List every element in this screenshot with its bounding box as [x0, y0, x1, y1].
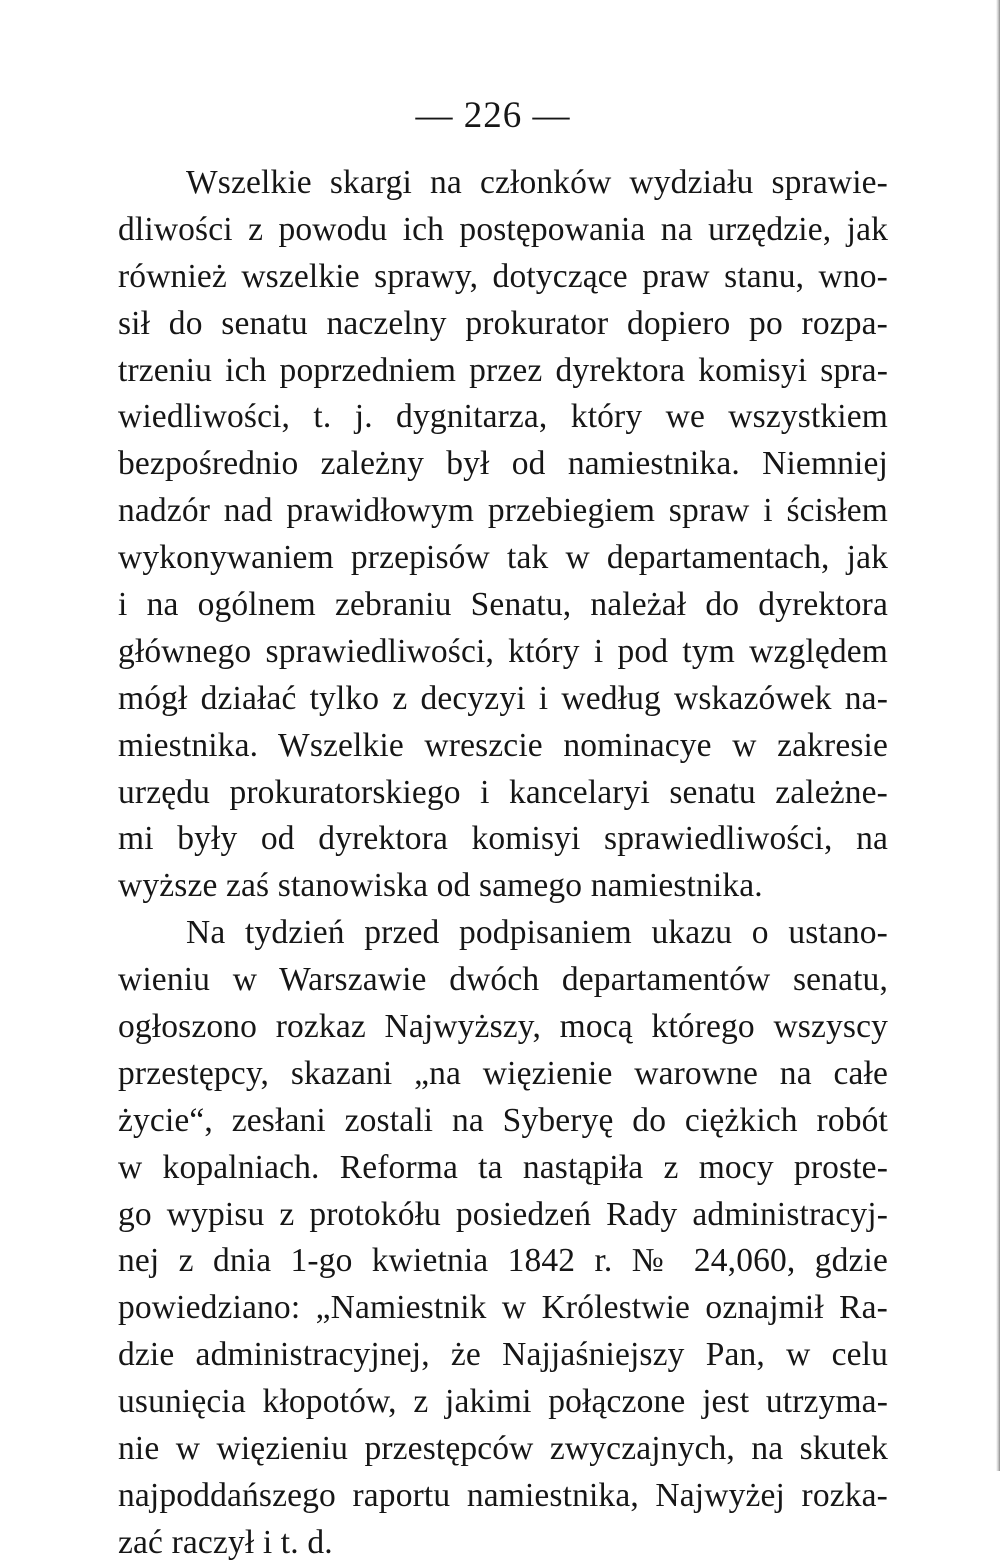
- text-line: głównego sprawiedliwości, który i pod tym względem: [118, 632, 888, 670]
- text-line: również wszelkie sprawy, dotyczące praw stanu, wno-: [118, 257, 888, 295]
- text-line: wieniu w Warszawie dwóch departamentów senatu,: [118, 961, 888, 999]
- text-line: mógł działać tylko z decyzyi i według wskazówek na-: [118, 679, 888, 717]
- text-line: najpoddańszego raportu namiestnika, Najwyżej rozka-: [118, 1476, 888, 1514]
- text-line: i na ogólnem zebraniu Senatu, należał do dyrektora: [118, 586, 888, 624]
- text-line: w kopalniach. Reforma ta nastąpiła z mocy proste-: [118, 1148, 888, 1186]
- text-line: przestępcy, skazani „na więzienie warowne na całe: [118, 1054, 888, 1092]
- text-line: dzie administracyjnej, że Najjaśniejszy Pan, w celu: [118, 1336, 888, 1374]
- body-text: [118, 160, 888, 1567]
- text-line: usunięcia kłopotów, z jakimi połączone jest utrzyma-: [118, 1383, 888, 1421]
- text-line: życie“, zesłani zostali na Syberyę do ciężkich robót: [118, 1101, 888, 1139]
- text-line: sił do senatu naczelny prokurator dopiero po rozpa-: [118, 304, 888, 342]
- text-line: dliwości z powodu ich postępowania na urzędzie, jak: [118, 210, 888, 248]
- paragraph: [118, 910, 888, 1566]
- text-line: nej z dnia 1-go kwietnia 1842 r. № 24,060, gdzie: [118, 1242, 888, 1280]
- text-line: bezpośrednio zależny był od namiestnika. Niemniej: [118, 445, 888, 483]
- text-line: trzeniu ich poprzedniem przez dyrektora komisyi spra-: [118, 351, 888, 389]
- paragraph: [118, 160, 888, 910]
- text-line: mi były od dyrektora komisyi sprawiedliwości, na: [118, 820, 888, 858]
- text-line: wyższe zaś stanowiska od samego namiestnika.: [118, 867, 763, 905]
- text-line: go wypisu z protokółu posiedzeń Rady administracyj-: [118, 1195, 888, 1233]
- text-line: miestnika. Wszelkie wreszcie nominacye w zakresie: [118, 726, 888, 764]
- text-line: urzędu prokuratorskiego i kancelaryi senatu zależne-: [118, 773, 888, 811]
- text-line: nie w więzieniu przestępców zwyczajnych, na skutek: [118, 1430, 888, 1468]
- text-line: ogłoszono rozkaz Najwyższy, mocą którego wszyscy: [118, 1008, 888, 1046]
- text-line: zać raczył i t. d.: [118, 1523, 333, 1561]
- text-line: powiedziano: „Namiestnik w Królestwie oznajmił Ra-: [118, 1289, 888, 1327]
- page-edge-shadow: [996, 0, 1000, 1471]
- text-line: wiedliwości, t. j. dygnitarza, który we wszystkiem: [118, 398, 888, 436]
- text-line: nadzór nad prawidłowym przebiegiem spraw i ścisłem: [118, 492, 888, 530]
- page-number: — 226 —: [415, 95, 571, 136]
- text-line: wykonywaniem przepisów tak w departamentach, jak: [118, 539, 888, 577]
- text-line: Na tydzień przed podpisaniem ukazu o ustano-: [186, 914, 888, 952]
- text-line: Wszelkie skargi na członków wydziału sprawie-: [186, 164, 888, 201]
